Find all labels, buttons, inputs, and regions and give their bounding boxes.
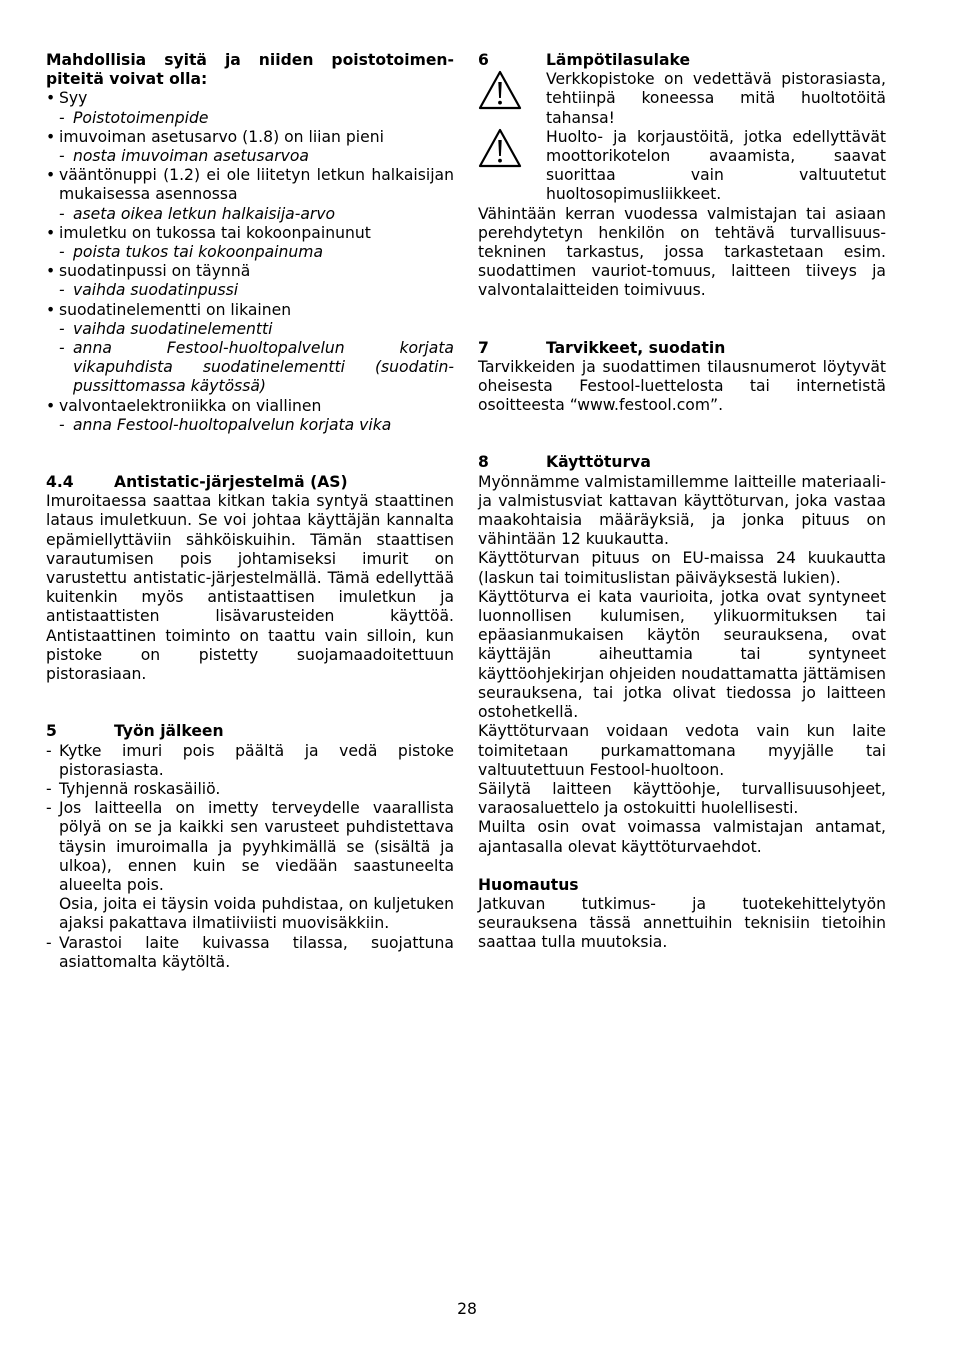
section-8-paragraph: Käyttöturva ei kata vaurioita, jotka ovat syntyneet luonnollisen kulumisen, ylikuormituksen tai epäasianmukaisen käytön seurauksena, ovat käyttäjän aiheuttamia tai syntyneet käyttöohjekirjan ohjeiden noudattamatta jättämisen seurauksena, tai jotka olivat tiedossa jo laitteen ostohetkellä.	[478, 587, 887, 722]
section-8-paragraph: Käyttöturvaan voidaan vedota vain kun laite toimitetaan purkamattomana myyjälle tai valtuutettuun Festool-huoltoon.	[478, 722, 886, 779]
cause-item: • suodatinpussi on täynnä	[46, 262, 251, 281]
note-heading: Huomautus	[478, 875, 579, 894]
remedy-item: - vaihda suodatinpussi	[59, 281, 239, 300]
list-item: - Kytke imuri pois päältä ja vedä pistoke pistorasiasta.	[46, 741, 454, 779]
warning-text: Huolto- ja korjaustöitä, jotka edellyttävät moottorikotelon avaamista, saavat suorittaa vain valtuutetut huoltosopimusliikkeet.	[546, 127, 886, 204]
remedy-item: - vaihda suodatinelementti	[59, 319, 273, 338]
remedy-item: - nosta imuvoiman asetusarvoa	[59, 147, 309, 166]
warning-block	[478, 70, 886, 128]
warning-triangle-icon	[478, 128, 546, 168]
cause-item: • valvontaelektroniikka on viallinen	[46, 396, 322, 415]
warning-text: Verkkopistoke on vedettävä pistorasiasta, tehtiinpä koneessa mitä huoltotöitä tahansa!	[546, 70, 886, 127]
section-heading-6: 6 Lämpötilasulake	[478, 51, 691, 69]
warning-block	[478, 128, 886, 205]
remedy-item: - poista tukos tai kokoonpainuma	[59, 243, 323, 262]
section-8-paragraph: Myönnämme valmistamillemme laitteille materiaali- ja valmistusviat kattavan käyttöturvan, joka vastaa maakohtaisia määräyksiä, ja jonka pituus on vähintään 12 kuukautta.	[478, 472, 886, 549]
causes-heading: Mahdollisia syitä ja niiden poistotoimen-piteitä voivat olla:	[46, 51, 454, 89]
cause-item: • vääntönuppi (1.2) ei ole liitetyn letkun halkaisijan mukaisessa asennossa	[46, 166, 454, 204]
section-8-paragraph: Käyttöturvan pituus on EU-maissa 24 kuukautta (laskun tai toimituslistan päiväyksestä lukien).	[478, 549, 886, 587]
note-text: Jatkuvan tutkimus- ja tuotekehittelytyön seurauksena tässä annettuihin teknisiin tietoihin saattaa tulla muutoksia.	[478, 894, 886, 952]
section-4-4-text: Imuroitaessa saattaa kitkan takia syntyä staattinen lataus imuletkuun. Se voi johtaa käyttäjän kannalta epämiellyttäviin sähköiskuihin. Tämän staattisen varautumisen pois johtamiseksi imurit on varustettu antistatic-järjestelmällä. Tämä edellyttää kuitenkin myös antistaattisen imuletkun ja antistaattisten lisävarusteiden käyttöä. Antistaattinen toiminto on taattu vain silloin, kun pistoke on pistetty suojamaadoitettuun pistorasiaan.	[46, 492, 454, 684]
list-item: - Jos laitteella on imetty terveydelle vaarallista pölyä on se ja kaikki sen varusteet puhdistettava täysin imuroimalla ja pyyhkimällä se (sisältä ja ulkoa), ennen kuin se viedään saastuneelta alueelta pois.	[46, 799, 454, 894]
section-heading-5: 5 Työn jälkeen	[46, 722, 224, 741]
section-8-paragraph: Muilta osin ovat voimassa valmistajan antamat, ajantasalla olevat käyttöturvaehdot.	[478, 818, 886, 856]
section-7-text: Tarvikkeiden ja suodattimen tilausnumerot löytyvät oheisesta Festool-luettelosta tai internetistä osoitteesta “www.festool.com”.	[478, 357, 886, 415]
section-heading-4-4: 4.4 Antistatic-järjestelmä (AS)	[46, 473, 348, 492]
left-column	[46, 51, 454, 972]
section-heading-7: 7 Tarvikkeet, suodatin	[478, 338, 726, 357]
section-8-paragraph: Säilytä laitteen käyttöohje, turvallisuusohjeet, varaosaluettelo ja ostokuitti huolellisesti.	[478, 779, 886, 818]
right-column	[478, 51, 886, 953]
cause-item: • imuvoiman asetusarvo (1.8) on liian pieni	[46, 127, 384, 146]
warning-triangle-icon	[478, 70, 546, 110]
causes-list	[46, 89, 454, 435]
list-item-continuation: Osia, joita ei täysin voida puhdistaa, on kuljetuken ajaksi pakattava ilmatiiviisti muovisäkkiin.	[59, 895, 454, 933]
remedy-item: - anna Festool-huoltopalvelun korjata vika	[59, 415, 392, 434]
section-6-text: Vähintään kerran vuodessa valmistajan tai asiaan perehdytetyn henkilön on tehtävä turvallisuus-tekninen tarkastus, jossa tarkastetaan esim. suodattimen vauriot-tomuus, laitteen tiiveys ja valvontalaitteiden toimivuus.	[478, 204, 886, 300]
cause-item: • Syy	[46, 89, 88, 108]
page-number: 28	[457, 1300, 477, 1318]
remedy-item: - aseta oikea letkun halkaisija-arvo	[59, 204, 336, 223]
list-item: - Varastoi laite kuivassa tilassa, suojattuna asiattomalta käytöltä.	[46, 933, 454, 971]
cause-item: • suodatinelementti on likainen	[46, 300, 292, 319]
list-item: - Tyhjennä roskasäiliö.	[46, 779, 221, 798]
section-heading-8: 8 Käyttöturva	[478, 453, 651, 472]
remedy-item: - Poistotoimenpide	[59, 108, 209, 127]
cause-item: • imuletku on tukossa tai kokoonpainunut	[46, 223, 371, 242]
remedy-item: - anna Festool-huoltopalvelun korjata vikapuhdista suodatinelementti (suodatin-pussittomassa käytössä)	[59, 339, 454, 396]
